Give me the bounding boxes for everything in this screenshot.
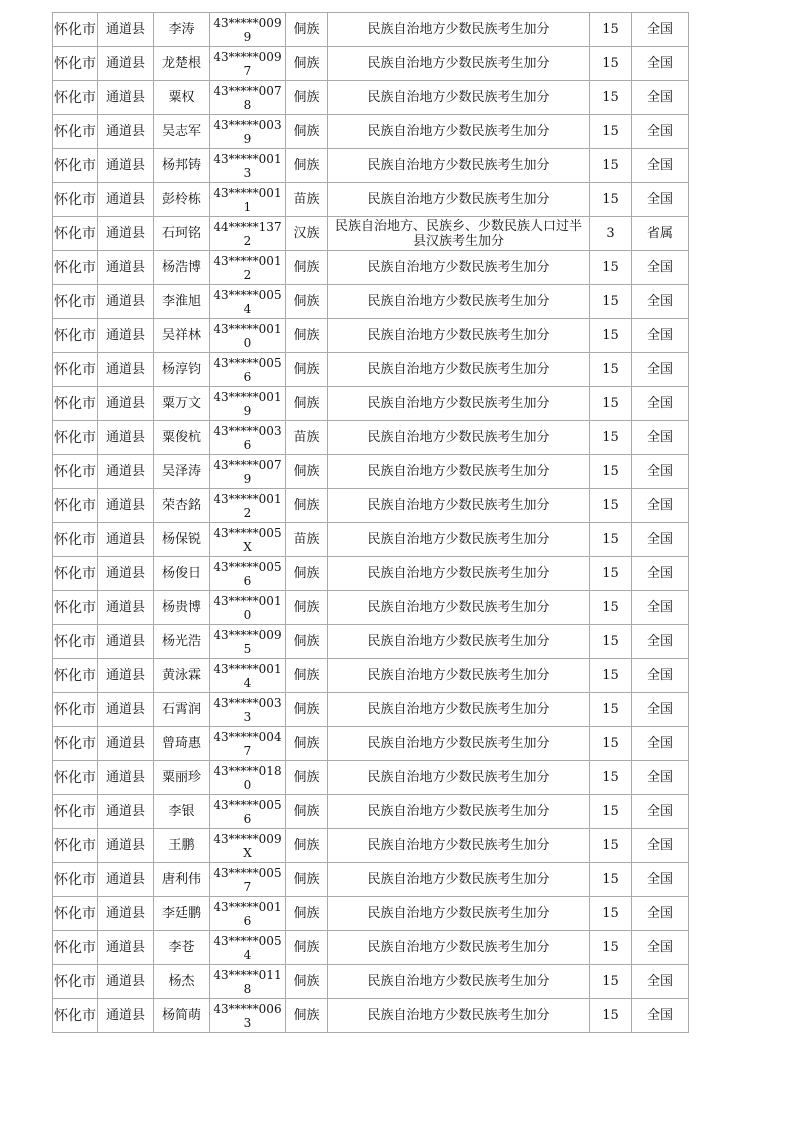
county-cell: 通道县 — [98, 455, 154, 489]
id-number-cell: 43*****005X — [210, 523, 286, 557]
bonus-item-cell: 民族自治地方少数民族考生加分 — [328, 727, 590, 761]
name-cell: 李苍 — [154, 931, 210, 965]
points-cell: 15 — [590, 591, 632, 625]
id-number-cell: 43*****0118 — [210, 965, 286, 999]
ethnicity-cell: 侗族 — [286, 47, 328, 81]
county-cell: 通道县 — [98, 557, 154, 591]
table-row — [53, 489, 689, 523]
table-row — [53, 149, 689, 183]
ethnicity-cell: 侗族 — [286, 353, 328, 387]
bonus-item-cell: 民族自治地方少数民族考生加分 — [328, 353, 590, 387]
city-cell: 怀化市 — [53, 47, 98, 81]
table-row — [53, 319, 689, 353]
id-number-cell: 43*****0013 — [210, 149, 286, 183]
ethnicity-cell: 侗族 — [286, 897, 328, 931]
bonus-item-cell: 民族自治地方少数民族考生加分 — [328, 523, 590, 557]
bonus-item-cell: 民族自治地方、民族乡、少数民族人口过半县汉族考生加分 — [328, 217, 590, 251]
city-cell: 怀化市 — [53, 829, 98, 863]
ethnicity-cell: 侗族 — [286, 557, 328, 591]
bonus-item-cell: 民族自治地方少数民族考生加分 — [328, 115, 590, 149]
table-row — [53, 13, 689, 47]
id-number-cell: 43*****0079 — [210, 455, 286, 489]
table-row — [53, 931, 689, 965]
name-cell: 曾琦惠 — [154, 727, 210, 761]
scope-cell: 全国 — [632, 965, 689, 999]
county-cell: 通道县 — [98, 149, 154, 183]
table-row — [53, 115, 689, 149]
ethnicity-cell: 侗族 — [286, 693, 328, 727]
city-cell: 怀化市 — [53, 183, 98, 217]
city-cell: 怀化市 — [53, 863, 98, 897]
id-number-cell: 43*****0010 — [210, 319, 286, 353]
ethnicity-cell: 侗族 — [286, 387, 328, 421]
county-cell: 通道县 — [98, 319, 154, 353]
county-cell: 通道县 — [98, 761, 154, 795]
scope-cell: 全国 — [632, 795, 689, 829]
city-cell: 怀化市 — [53, 625, 98, 659]
points-cell: 15 — [590, 897, 632, 931]
ethnicity-cell: 苗族 — [286, 523, 328, 557]
points-cell: 15 — [590, 727, 632, 761]
ethnicity-cell: 侗族 — [286, 149, 328, 183]
points-cell: 15 — [590, 455, 632, 489]
ethnicity-cell: 侗族 — [286, 761, 328, 795]
table-row — [53, 251, 689, 285]
county-cell: 通道县 — [98, 829, 154, 863]
scope-cell: 全国 — [632, 13, 689, 47]
scope-cell: 全国 — [632, 251, 689, 285]
bonus-item-cell: 民族自治地方少数民族考生加分 — [328, 13, 590, 47]
bonus-item-cell: 民族自治地方少数民族考生加分 — [328, 965, 590, 999]
name-cell: 荣杏銘 — [154, 489, 210, 523]
city-cell: 怀化市 — [53, 319, 98, 353]
table-row — [53, 965, 689, 999]
bonus-item-cell: 民族自治地方少数民族考生加分 — [328, 557, 590, 591]
id-number-cell: 44*****1372 — [210, 217, 286, 251]
city-cell: 怀化市 — [53, 591, 98, 625]
table-row — [53, 353, 689, 387]
county-cell: 通道县 — [98, 659, 154, 693]
name-cell: 吴祥林 — [154, 319, 210, 353]
scope-cell: 全国 — [632, 319, 689, 353]
table-row — [53, 727, 689, 761]
bonus-item-cell: 民族自治地方少数民族考生加分 — [328, 659, 590, 693]
ethnicity-cell: 侗族 — [286, 863, 328, 897]
county-cell: 通道县 — [98, 897, 154, 931]
name-cell: 杨浩博 — [154, 251, 210, 285]
points-cell: 15 — [590, 965, 632, 999]
ethnicity-cell: 汉族 — [286, 217, 328, 251]
bonus-points-table — [52, 12, 689, 1033]
city-cell: 怀化市 — [53, 761, 98, 795]
scope-cell: 全国 — [632, 897, 689, 931]
name-cell: 黄泳霖 — [154, 659, 210, 693]
scope-cell: 全国 — [632, 523, 689, 557]
bonus-item-cell: 民族自治地方少数民族考生加分 — [328, 47, 590, 81]
county-cell: 通道县 — [98, 47, 154, 81]
county-cell: 通道县 — [98, 217, 154, 251]
bonus-item-cell: 民族自治地方少数民族考生加分 — [328, 829, 590, 863]
ethnicity-cell: 侗族 — [286, 81, 328, 115]
scope-cell: 全国 — [632, 625, 689, 659]
bonus-item-cell: 民族自治地方少数民族考生加分 — [328, 591, 590, 625]
scope-cell: 全国 — [632, 353, 689, 387]
id-number-cell: 43*****0039 — [210, 115, 286, 149]
bonus-item-cell: 民族自治地方少数民族考生加分 — [328, 761, 590, 795]
name-cell: 杨贵博 — [154, 591, 210, 625]
points-cell: 15 — [590, 931, 632, 965]
name-cell: 杨杰 — [154, 965, 210, 999]
name-cell: 唐利伟 — [154, 863, 210, 897]
points-cell: 15 — [590, 489, 632, 523]
bonus-item-cell: 民族自治地方少数民族考生加分 — [328, 149, 590, 183]
points-cell: 15 — [590, 319, 632, 353]
id-number-cell: 43*****0095 — [210, 625, 286, 659]
scope-cell: 全国 — [632, 387, 689, 421]
ethnicity-cell: 侗族 — [286, 251, 328, 285]
table-row — [53, 761, 689, 795]
id-number-cell: 43*****0033 — [210, 693, 286, 727]
id-number-cell: 43*****0014 — [210, 659, 286, 693]
county-cell: 通道县 — [98, 591, 154, 625]
points-cell: 15 — [590, 115, 632, 149]
scope-cell: 全国 — [632, 931, 689, 965]
county-cell: 通道县 — [98, 693, 154, 727]
points-cell: 15 — [590, 149, 632, 183]
ethnicity-cell: 侗族 — [286, 727, 328, 761]
table-row — [53, 591, 689, 625]
city-cell: 怀化市 — [53, 795, 98, 829]
city-cell: 怀化市 — [53, 965, 98, 999]
bonus-item-cell: 民族自治地方少数民族考生加分 — [328, 625, 590, 659]
city-cell: 怀化市 — [53, 931, 98, 965]
bonus-points-sheet — [52, 12, 689, 1033]
bonus-item-cell: 民族自治地方少数民族考生加分 — [328, 693, 590, 727]
points-cell: 15 — [590, 251, 632, 285]
points-cell: 15 — [590, 829, 632, 863]
county-cell: 通道县 — [98, 251, 154, 285]
name-cell: 李淮旭 — [154, 285, 210, 319]
county-cell: 通道县 — [98, 13, 154, 47]
id-number-cell: 43*****0019 — [210, 387, 286, 421]
points-cell: 15 — [590, 557, 632, 591]
name-cell: 石珂铭 — [154, 217, 210, 251]
bonus-item-cell: 民族自治地方少数民族考生加分 — [328, 455, 590, 489]
city-cell: 怀化市 — [53, 285, 98, 319]
ethnicity-cell: 侗族 — [286, 829, 328, 863]
id-number-cell: 43*****0180 — [210, 761, 286, 795]
bonus-item-cell: 民族自治地方少数民族考生加分 — [328, 421, 590, 455]
ethnicity-cell: 侗族 — [286, 931, 328, 965]
city-cell: 怀化市 — [53, 897, 98, 931]
id-number-cell: 43*****0054 — [210, 285, 286, 319]
id-number-cell: 43*****009X — [210, 829, 286, 863]
ethnicity-cell: 侗族 — [286, 489, 328, 523]
ethnicity-cell: 侗族 — [286, 795, 328, 829]
bonus-item-cell: 民族自治地方少数民族考生加分 — [328, 863, 590, 897]
id-number-cell: 43*****0047 — [210, 727, 286, 761]
table-row — [53, 285, 689, 319]
table-body — [53, 13, 689, 1033]
scope-cell: 全国 — [632, 149, 689, 183]
scope-cell: 全国 — [632, 115, 689, 149]
county-cell: 通道县 — [98, 795, 154, 829]
table-row — [53, 183, 689, 217]
points-cell: 15 — [590, 353, 632, 387]
ethnicity-cell: 侗族 — [286, 659, 328, 693]
city-cell: 怀化市 — [53, 557, 98, 591]
county-cell: 通道县 — [98, 115, 154, 149]
county-cell: 通道县 — [98, 965, 154, 999]
scope-cell: 全国 — [632, 81, 689, 115]
points-cell: 15 — [590, 13, 632, 47]
scope-cell: 全国 — [632, 761, 689, 795]
id-number-cell: 43*****0099 — [210, 13, 286, 47]
county-cell: 通道县 — [98, 727, 154, 761]
ethnicity-cell: 侗族 — [286, 625, 328, 659]
name-cell: 杨简萌 — [154, 999, 210, 1033]
ethnicity-cell: 侗族 — [286, 319, 328, 353]
points-cell: 15 — [590, 659, 632, 693]
county-cell: 通道县 — [98, 81, 154, 115]
scope-cell: 全国 — [632, 489, 689, 523]
scope-cell: 全国 — [632, 183, 689, 217]
county-cell: 通道县 — [98, 421, 154, 455]
name-cell: 李廷鹏 — [154, 897, 210, 931]
city-cell: 怀化市 — [53, 489, 98, 523]
table-row — [53, 625, 689, 659]
bonus-item-cell: 民族自治地方少数民族考生加分 — [328, 251, 590, 285]
county-cell: 通道县 — [98, 625, 154, 659]
name-cell: 龙楚根 — [154, 47, 210, 81]
name-cell: 杨淳钧 — [154, 353, 210, 387]
city-cell: 怀化市 — [53, 421, 98, 455]
scope-cell: 全国 — [632, 285, 689, 319]
city-cell: 怀化市 — [53, 523, 98, 557]
id-number-cell: 43*****0012 — [210, 251, 286, 285]
city-cell: 怀化市 — [53, 251, 98, 285]
city-cell: 怀化市 — [53, 115, 98, 149]
ethnicity-cell: 侗族 — [286, 455, 328, 489]
county-cell: 通道县 — [98, 931, 154, 965]
id-number-cell: 43*****0012 — [210, 489, 286, 523]
bonus-item-cell: 民族自治地方少数民族考生加分 — [328, 795, 590, 829]
name-cell: 杨保锐 — [154, 523, 210, 557]
points-cell: 15 — [590, 863, 632, 897]
table-row — [53, 387, 689, 421]
county-cell: 通道县 — [98, 523, 154, 557]
table-row — [53, 47, 689, 81]
city-cell: 怀化市 — [53, 999, 98, 1033]
city-cell: 怀化市 — [53, 353, 98, 387]
id-number-cell: 43*****0054 — [210, 931, 286, 965]
points-cell: 15 — [590, 421, 632, 455]
city-cell: 怀化市 — [53, 693, 98, 727]
bonus-item-cell: 民族自治地方少数民族考生加分 — [328, 319, 590, 353]
id-number-cell: 43*****0056 — [210, 795, 286, 829]
scope-cell: 全国 — [632, 421, 689, 455]
points-cell: 15 — [590, 999, 632, 1033]
table-row — [53, 217, 689, 251]
id-number-cell: 43*****0016 — [210, 897, 286, 931]
county-cell: 通道县 — [98, 387, 154, 421]
city-cell: 怀化市 — [53, 149, 98, 183]
city-cell: 怀化市 — [53, 81, 98, 115]
scope-cell: 全国 — [632, 999, 689, 1033]
scope-cell: 全国 — [632, 863, 689, 897]
name-cell: 杨邦铸 — [154, 149, 210, 183]
ethnicity-cell: 侗族 — [286, 591, 328, 625]
ethnicity-cell: 苗族 — [286, 183, 328, 217]
table-row — [53, 829, 689, 863]
city-cell: 怀化市 — [53, 727, 98, 761]
name-cell: 李银 — [154, 795, 210, 829]
name-cell: 粟俊杭 — [154, 421, 210, 455]
county-cell: 通道县 — [98, 863, 154, 897]
points-cell: 3 — [590, 217, 632, 251]
table-row — [53, 693, 689, 727]
county-cell: 通道县 — [98, 999, 154, 1033]
table-row — [53, 455, 689, 489]
scope-cell: 全国 — [632, 829, 689, 863]
county-cell: 通道县 — [98, 489, 154, 523]
scope-cell: 省属 — [632, 217, 689, 251]
table-row — [53, 659, 689, 693]
name-cell: 粟丽珍 — [154, 761, 210, 795]
name-cell: 杨俊日 — [154, 557, 210, 591]
ethnicity-cell: 侗族 — [286, 285, 328, 319]
name-cell: 彭柃栋 — [154, 183, 210, 217]
id-number-cell: 43*****0057 — [210, 863, 286, 897]
city-cell: 怀化市 — [53, 217, 98, 251]
city-cell: 怀化市 — [53, 387, 98, 421]
points-cell: 15 — [590, 523, 632, 557]
bonus-item-cell: 民族自治地方少数民族考生加分 — [328, 183, 590, 217]
id-number-cell: 43*****0056 — [210, 353, 286, 387]
county-cell: 通道县 — [98, 353, 154, 387]
name-cell: 粟权 — [154, 81, 210, 115]
bonus-item-cell: 民族自治地方少数民族考生加分 — [328, 489, 590, 523]
table-row — [53, 421, 689, 455]
name-cell: 吴志军 — [154, 115, 210, 149]
name-cell: 杨光浩 — [154, 625, 210, 659]
table-row — [53, 863, 689, 897]
table-row — [53, 795, 689, 829]
ethnicity-cell: 侗族 — [286, 965, 328, 999]
scope-cell: 全国 — [632, 557, 689, 591]
scope-cell: 全国 — [632, 659, 689, 693]
ethnicity-cell: 苗族 — [286, 421, 328, 455]
name-cell: 王鹏 — [154, 829, 210, 863]
scope-cell: 全国 — [632, 727, 689, 761]
points-cell: 15 — [590, 47, 632, 81]
id-number-cell: 43*****0056 — [210, 557, 286, 591]
ethnicity-cell: 侗族 — [286, 115, 328, 149]
table-row — [53, 557, 689, 591]
points-cell: 15 — [590, 81, 632, 115]
name-cell: 石霄润 — [154, 693, 210, 727]
scope-cell: 全国 — [632, 455, 689, 489]
name-cell: 李涛 — [154, 13, 210, 47]
ethnicity-cell: 侗族 — [286, 999, 328, 1033]
points-cell: 15 — [590, 183, 632, 217]
points-cell: 15 — [590, 693, 632, 727]
table-row — [53, 523, 689, 557]
city-cell: 怀化市 — [53, 659, 98, 693]
bonus-item-cell: 民族自治地方少数民族考生加分 — [328, 931, 590, 965]
county-cell: 通道县 — [98, 183, 154, 217]
id-number-cell: 43*****0097 — [210, 47, 286, 81]
points-cell: 15 — [590, 795, 632, 829]
city-cell: 怀化市 — [53, 13, 98, 47]
bonus-item-cell: 民族自治地方少数民族考生加分 — [328, 387, 590, 421]
county-cell: 通道县 — [98, 285, 154, 319]
points-cell: 15 — [590, 625, 632, 659]
id-number-cell: 43*****0010 — [210, 591, 286, 625]
name-cell: 吴泽涛 — [154, 455, 210, 489]
table-row — [53, 999, 689, 1033]
scope-cell: 全国 — [632, 47, 689, 81]
name-cell: 粟万文 — [154, 387, 210, 421]
points-cell: 15 — [590, 285, 632, 319]
table-row — [53, 897, 689, 931]
points-cell: 15 — [590, 387, 632, 421]
city-cell: 怀化市 — [53, 455, 98, 489]
ethnicity-cell: 侗族 — [286, 13, 328, 47]
id-number-cell: 43*****0036 — [210, 421, 286, 455]
table-row — [53, 81, 689, 115]
points-cell: 15 — [590, 761, 632, 795]
id-number-cell: 43*****0078 — [210, 81, 286, 115]
bonus-item-cell: 民族自治地方少数民族考生加分 — [328, 285, 590, 319]
id-number-cell: 43*****0011 — [210, 183, 286, 217]
id-number-cell: 43*****0063 — [210, 999, 286, 1033]
bonus-item-cell: 民族自治地方少数民族考生加分 — [328, 897, 590, 931]
scope-cell: 全国 — [632, 693, 689, 727]
bonus-item-cell: 民族自治地方少数民族考生加分 — [328, 81, 590, 115]
bonus-item-cell: 民族自治地方少数民族考生加分 — [328, 999, 590, 1033]
scope-cell: 全国 — [632, 591, 689, 625]
